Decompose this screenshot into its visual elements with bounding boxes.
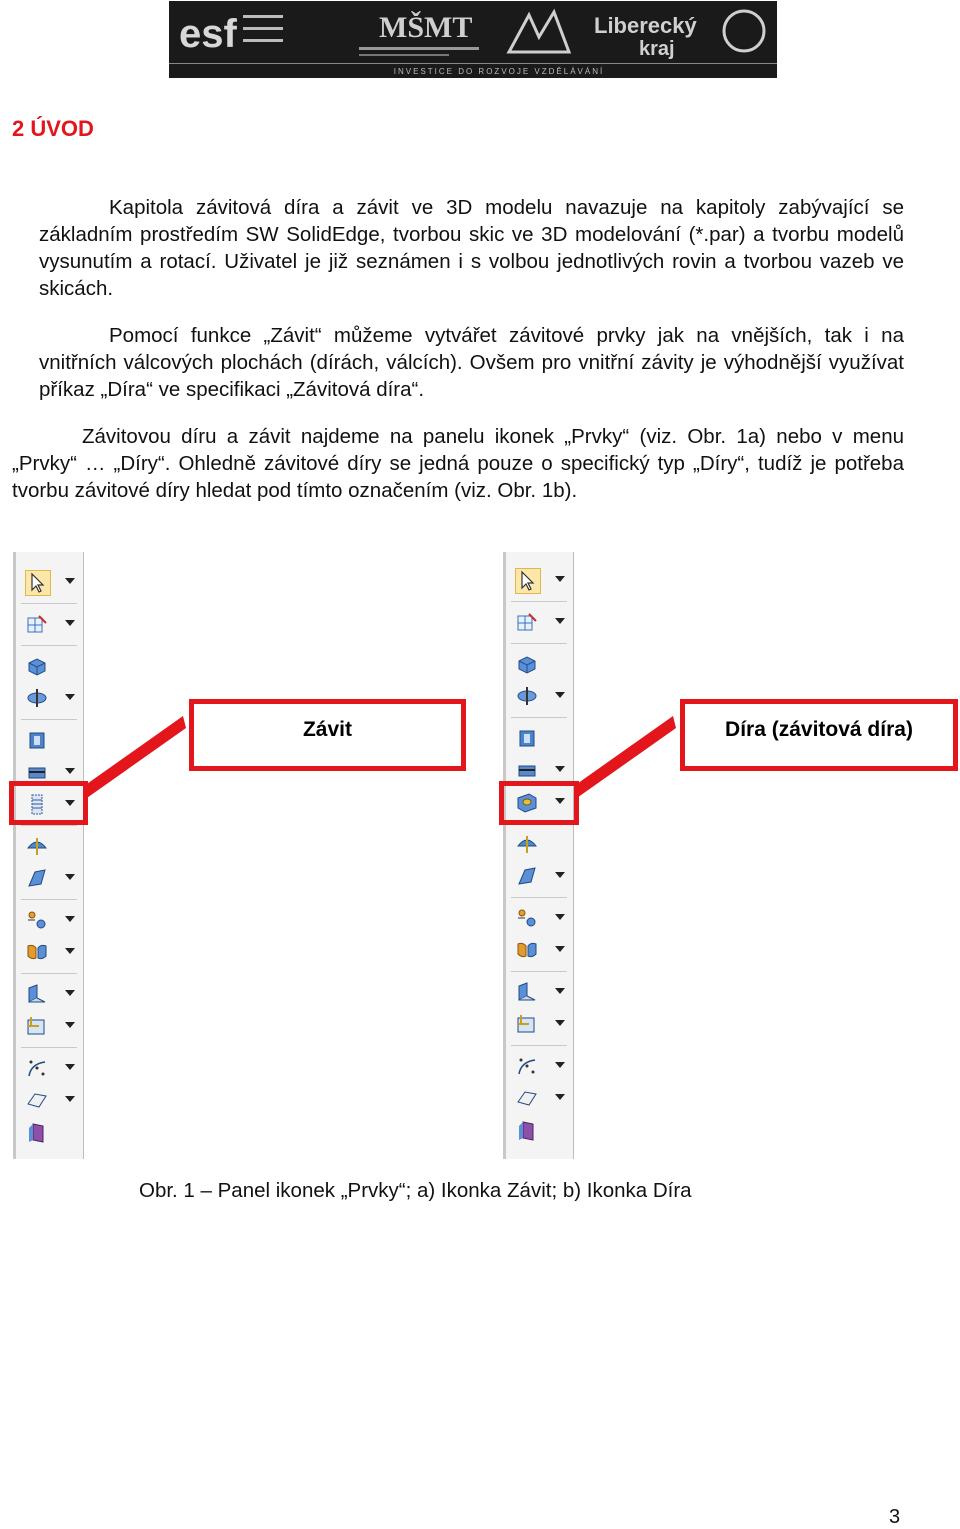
toolbar-separator — [511, 717, 567, 718]
part-copy-icon — [515, 1118, 539, 1142]
toolbar-separator — [511, 897, 567, 898]
sketch-tool[interactable] — [511, 608, 569, 636]
op-vk-logo — [499, 7, 579, 59]
curve-points-icon — [515, 1054, 539, 1078]
rib-tool[interactable] — [511, 830, 569, 858]
mirror-tool[interactable] — [21, 938, 79, 966]
toolbar-separator — [21, 719, 77, 720]
draft-icon — [515, 864, 539, 888]
curve-tool[interactable] — [511, 1052, 569, 1080]
toolbar-separator — [511, 601, 567, 602]
features-toolbar-b — [503, 552, 574, 1159]
surface-icon — [515, 1086, 539, 1110]
chevron-down-icon — [65, 1096, 75, 1102]
chevron-down-icon — [65, 874, 75, 880]
draft-icon — [25, 866, 49, 890]
chevron-down-icon — [65, 694, 75, 700]
extrude-icon — [515, 652, 539, 676]
curve-points-icon — [25, 1056, 49, 1080]
revolved-cutout-icon — [515, 758, 539, 782]
svg-text:INVESTICE DO ROZVOJE VZDĚLÁVÁN: INVESTICE DO ROZVOJE VZDĚLÁVÁNÍ — [393, 67, 605, 75]
toolbar-separator — [21, 1047, 77, 1048]
surface-tool[interactable] — [511, 1084, 569, 1112]
svg-text:kraj: kraj — [639, 38, 675, 59]
section-heading: 2 ÚVOD — [12, 116, 94, 141]
cutout-tool[interactable] — [21, 726, 79, 754]
msmt-logo — [359, 7, 479, 59]
chevron-down-icon — [555, 872, 565, 878]
header-banner — [169, 1, 777, 78]
chevron-down-icon — [65, 1022, 75, 1028]
chevron-down-icon — [555, 1020, 565, 1026]
mirror-icon — [25, 940, 49, 964]
revolve-tool[interactable] — [21, 684, 79, 712]
sketch-tool[interactable] — [21, 610, 79, 638]
curve-tool[interactable] — [21, 1054, 79, 1082]
paragraph-intro: Kapitola závitová díra a závit ve 3D modelu navazuje na kapitoly zabývající se základním prostředím SW SolidEdge, tvorbou skic ve 3D modelování (*.par) a tvorbu modelů vysunutím a rotací. Uživatel je již seznámen i s volbou jednotlivých rovin a tvorbou vazeb ve skicách. — [39, 196, 904, 300]
svg-text:Liberecký: Liberecký — [594, 13, 697, 38]
chevron-down-icon — [65, 990, 75, 996]
chevron-down-icon — [65, 768, 75, 774]
paragraph-where-to-find: Závitovou díru a závit najdeme na panelu ikonek „Prvky“ (viz. Obr. 1a) nebo v menu „Prvky“ … „Díry“. Ohledně závitové díry se jedná pouze o specifický typ „Díry“, tudíž je potřeba tvorbu závitové díry hledat pod tímto označením (viz. Obr. 1b). — [12, 425, 904, 502]
toolbar-separator — [21, 603, 77, 604]
hole-icon-highlight — [499, 781, 579, 825]
draft-tool[interactable] — [511, 862, 569, 890]
plane-icon — [25, 982, 49, 1006]
liberecky-kraj-logo — [589, 7, 769, 59]
chevron-down-icon — [555, 914, 565, 920]
pattern-tool[interactable] — [511, 904, 569, 932]
chevron-down-icon — [555, 946, 565, 952]
figure-caption: Obr. 1 – Panel ikonek „Prvky“; a) Ikonka Závit; b) Ikonka Díra — [139, 1179, 692, 1202]
extrude-tool[interactable] — [511, 650, 569, 678]
chevron-down-icon — [65, 1064, 75, 1070]
banner-strip — [339, 65, 659, 75]
shell-icon — [25, 834, 49, 858]
plane-tool[interactable] — [511, 978, 569, 1006]
cutout-tool[interactable] — [511, 724, 569, 752]
arrow-pointer-icon — [25, 570, 51, 596]
callout-zavit: Závit — [189, 699, 466, 771]
extrude-tool[interactable] — [21, 652, 79, 680]
coordinate-plane-icon — [515, 1012, 539, 1036]
draft-tool[interactable] — [21, 864, 79, 892]
chevron-down-icon — [555, 692, 565, 698]
part-copy-tool[interactable] — [511, 1116, 569, 1144]
plane-tool[interactable] — [21, 980, 79, 1008]
toolbar-separator — [21, 973, 77, 974]
chevron-down-icon — [555, 576, 565, 582]
pattern-icon — [25, 908, 49, 932]
chevron-down-icon — [555, 766, 565, 772]
banner-rule — [169, 63, 777, 64]
paragraph-zavit-function: Pomocí funkce „Závit“ můžeme vytvářet závitové prvky jak na vnějších, tak i na vnitřních válcových plochách (dírách, válcích). Ovšem pro vnitřní závity je výhodnější využívat příkaz „Díra“ ve specifikaci „Závitová díra“. — [39, 324, 904, 401]
chevron-down-icon — [65, 948, 75, 954]
revolved-cutout-tool[interactable] — [511, 756, 569, 784]
svg-text:esf: esf — [179, 12, 237, 56]
shell-icon — [515, 832, 539, 856]
toolbar-separator — [511, 643, 567, 644]
revolve-icon — [25, 686, 49, 710]
toolbar-separator — [511, 1045, 567, 1046]
select-tool[interactable] — [511, 566, 569, 594]
toolbar-separator — [21, 645, 77, 646]
select-tool[interactable] — [21, 568, 79, 596]
revolve-tool[interactable] — [511, 682, 569, 710]
surface-tool[interactable] — [21, 1086, 79, 1114]
page-number: 3 — [889, 1506, 901, 1528]
cutout-icon — [25, 728, 49, 752]
features-toolbar-a — [13, 552, 84, 1159]
toolbar-separator — [511, 971, 567, 972]
chevron-down-icon — [65, 916, 75, 922]
part-copy-icon — [25, 1120, 49, 1144]
mirror-icon — [515, 938, 539, 962]
chevron-down-icon — [555, 1094, 565, 1100]
extrude-icon — [25, 654, 49, 678]
toolbar-separator — [21, 825, 77, 826]
cutout-icon — [515, 726, 539, 750]
chevron-down-icon — [65, 578, 75, 584]
part-copy-tool[interactable] — [21, 1118, 79, 1146]
chevron-down-icon — [555, 988, 565, 994]
chevron-down-icon — [65, 620, 75, 626]
arrow-pointer-icon — [515, 568, 541, 594]
mirror-tool[interactable] — [511, 936, 569, 964]
sketch-grid-icon — [515, 610, 539, 634]
chevron-down-icon — [555, 618, 565, 624]
toolbar-separator — [21, 899, 77, 900]
rib-tool[interactable] — [21, 832, 79, 860]
thread-icon-highlight — [9, 781, 88, 825]
coordinate-system-tool[interactable] — [511, 1010, 569, 1038]
chevron-down-icon — [555, 1062, 565, 1068]
surface-icon — [25, 1088, 49, 1112]
plane-icon — [515, 980, 539, 1004]
coordinate-system-tool[interactable] — [21, 1012, 79, 1040]
coordinate-plane-icon — [25, 1014, 49, 1038]
esf-logo — [177, 7, 287, 59]
revolve-icon — [515, 684, 539, 708]
svg-text:MŠMT: MŠMT — [379, 11, 473, 44]
callout-dira: Díra (závitová díra) — [680, 699, 958, 771]
pattern-tool[interactable] — [21, 906, 79, 934]
pattern-icon — [515, 906, 539, 930]
sketch-grid-icon — [25, 612, 49, 636]
